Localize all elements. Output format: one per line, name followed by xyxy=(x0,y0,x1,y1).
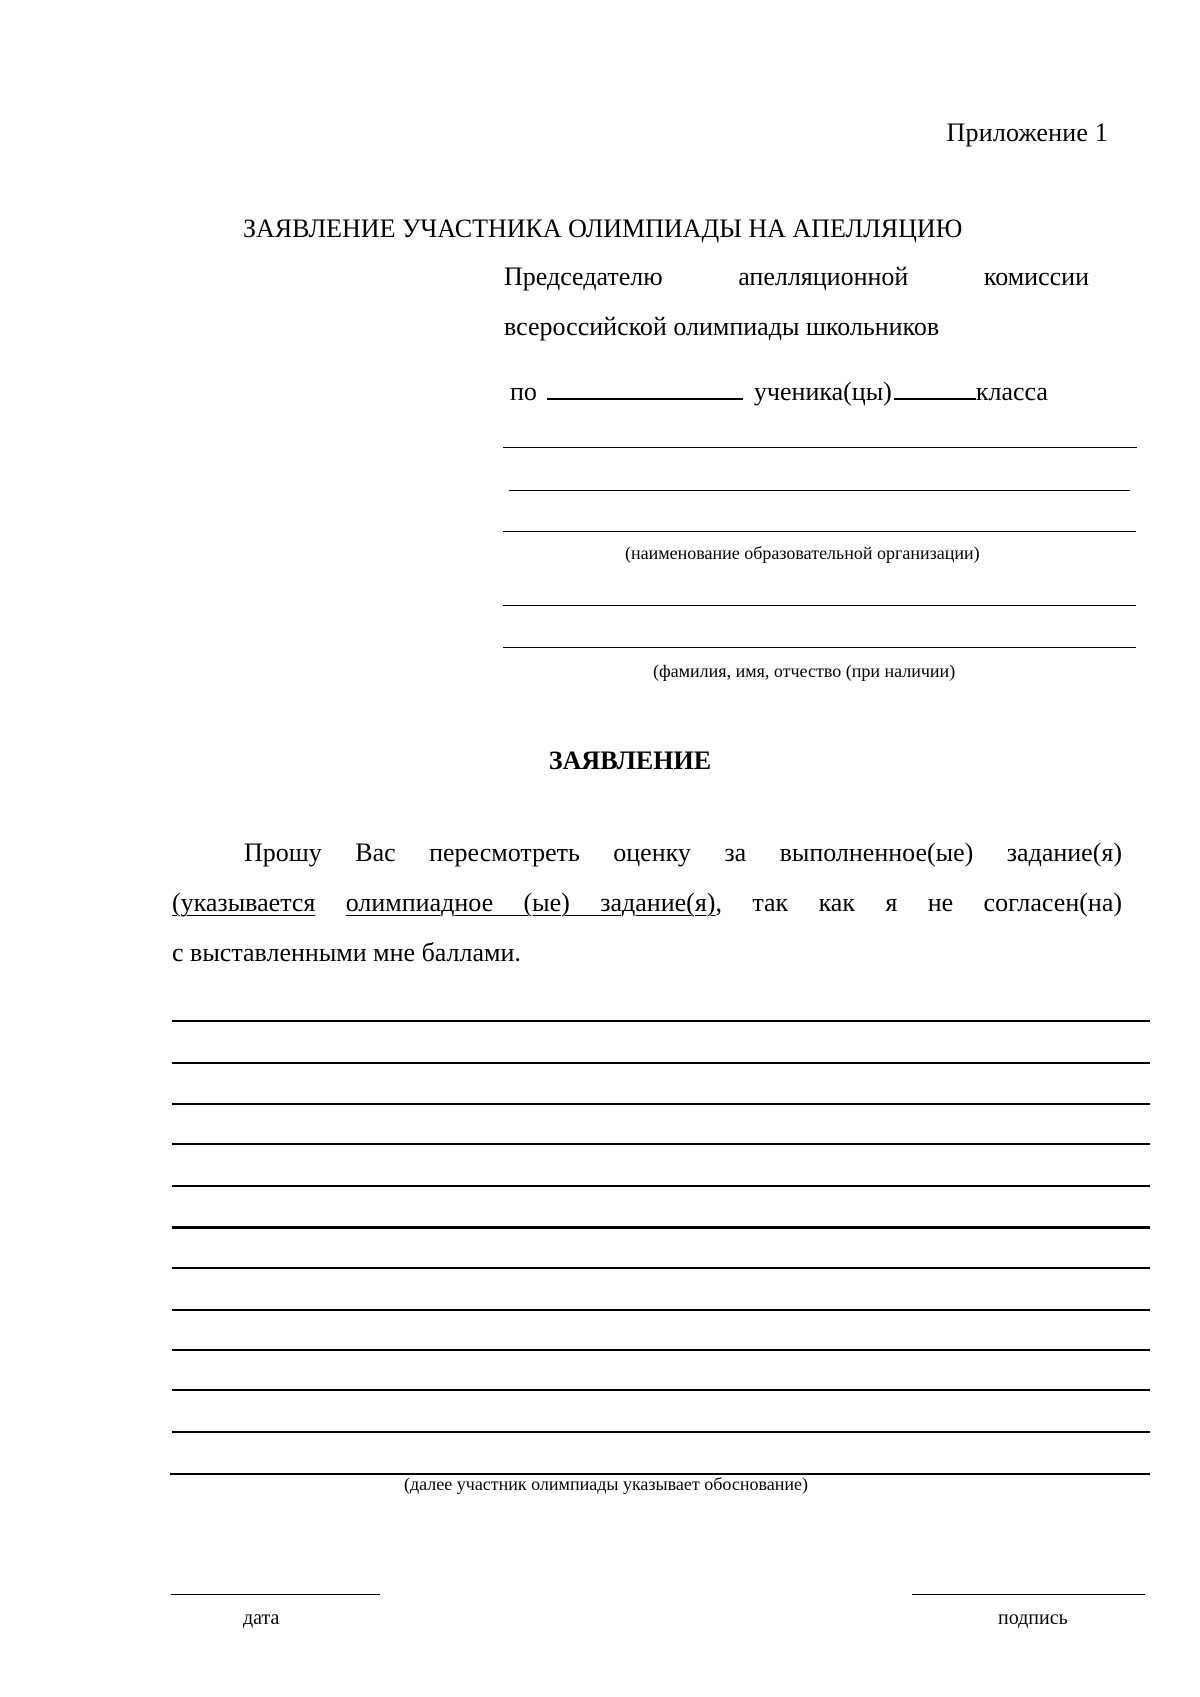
signature-blank-line[interactable] xyxy=(912,1594,1145,1595)
addressee-line-2: всероссийской олимпиады школьников xyxy=(504,312,940,341)
addressee-word-2: апелляционной xyxy=(738,262,909,291)
pupil-label: ученика(цы) xyxy=(753,377,892,406)
signature-label: подпись xyxy=(998,1607,1068,1629)
addressee-line-1 xyxy=(504,262,1089,292)
date-label: дата xyxy=(243,1607,280,1629)
statement-line-1: Прошу Вас пересмотреть оценку за выполненное(ые) задание(я) xyxy=(244,838,1122,867)
name-blank-line-1[interactable] xyxy=(503,605,1136,606)
org-blank-line-1[interactable] xyxy=(503,447,1137,448)
grade-blank-field[interactable] xyxy=(894,374,976,400)
statement-heading: ЗАЯВЛЕНИЕ xyxy=(548,746,712,775)
org-caption: (наименование образовательной организации) xyxy=(625,543,980,563)
justification-line-10[interactable] xyxy=(172,1389,1150,1391)
justification-line-9[interactable] xyxy=(172,1349,1150,1351)
justification-line-3[interactable] xyxy=(172,1103,1150,1105)
subject-blank-field[interactable] xyxy=(547,374,743,400)
statement-underlined-1: (указывается xyxy=(172,888,316,917)
addressee-word-3: комиссии xyxy=(983,262,1089,291)
org-blank-line-3[interactable] xyxy=(503,531,1136,532)
justification-line-1[interactable] xyxy=(172,1020,1150,1022)
name-caption: (фамилия, имя, отчество (при наличии) xyxy=(653,661,956,681)
justification-line-8[interactable] xyxy=(172,1309,1150,1311)
statement-underlined-2: олимпиадное (ые) задание(я) xyxy=(345,888,716,917)
addressee-word-1: Председателю xyxy=(504,262,663,291)
org-blank-line-2[interactable] xyxy=(509,490,1130,491)
appendix-label: Приложение 1 xyxy=(946,118,1108,147)
justification-line-5[interactable] xyxy=(172,1185,1150,1187)
justification-caption: (далее участник олимпиады указывает обоснование) xyxy=(404,1474,808,1494)
justification-line-11[interactable] xyxy=(172,1431,1150,1433)
justification-line-7[interactable] xyxy=(172,1267,1150,1269)
statement-line-2-rest: , так как я не согласен(на) xyxy=(715,888,1123,917)
document-title: ЗАЯВЛЕНИЕ УЧАСТНИКА ОЛИМПИАДЫ НА АПЕЛЛЯЦИЮ xyxy=(243,214,963,243)
justification-line-4[interactable] xyxy=(172,1143,1150,1145)
justification-line-2[interactable] xyxy=(172,1062,1150,1064)
statement-body xyxy=(172,828,1122,978)
name-blank-line-2[interactable] xyxy=(503,647,1136,648)
justification-line-6[interactable] xyxy=(172,1226,1150,1229)
date-blank-line[interactable] xyxy=(171,1594,380,1595)
statement-line-2 xyxy=(172,878,1122,928)
addressee-line-3 xyxy=(510,374,1095,407)
statement-line-3: с выставленными мне баллами. xyxy=(172,938,521,967)
grade-label: класса xyxy=(975,377,1048,406)
subject-prefix: по xyxy=(510,377,537,406)
